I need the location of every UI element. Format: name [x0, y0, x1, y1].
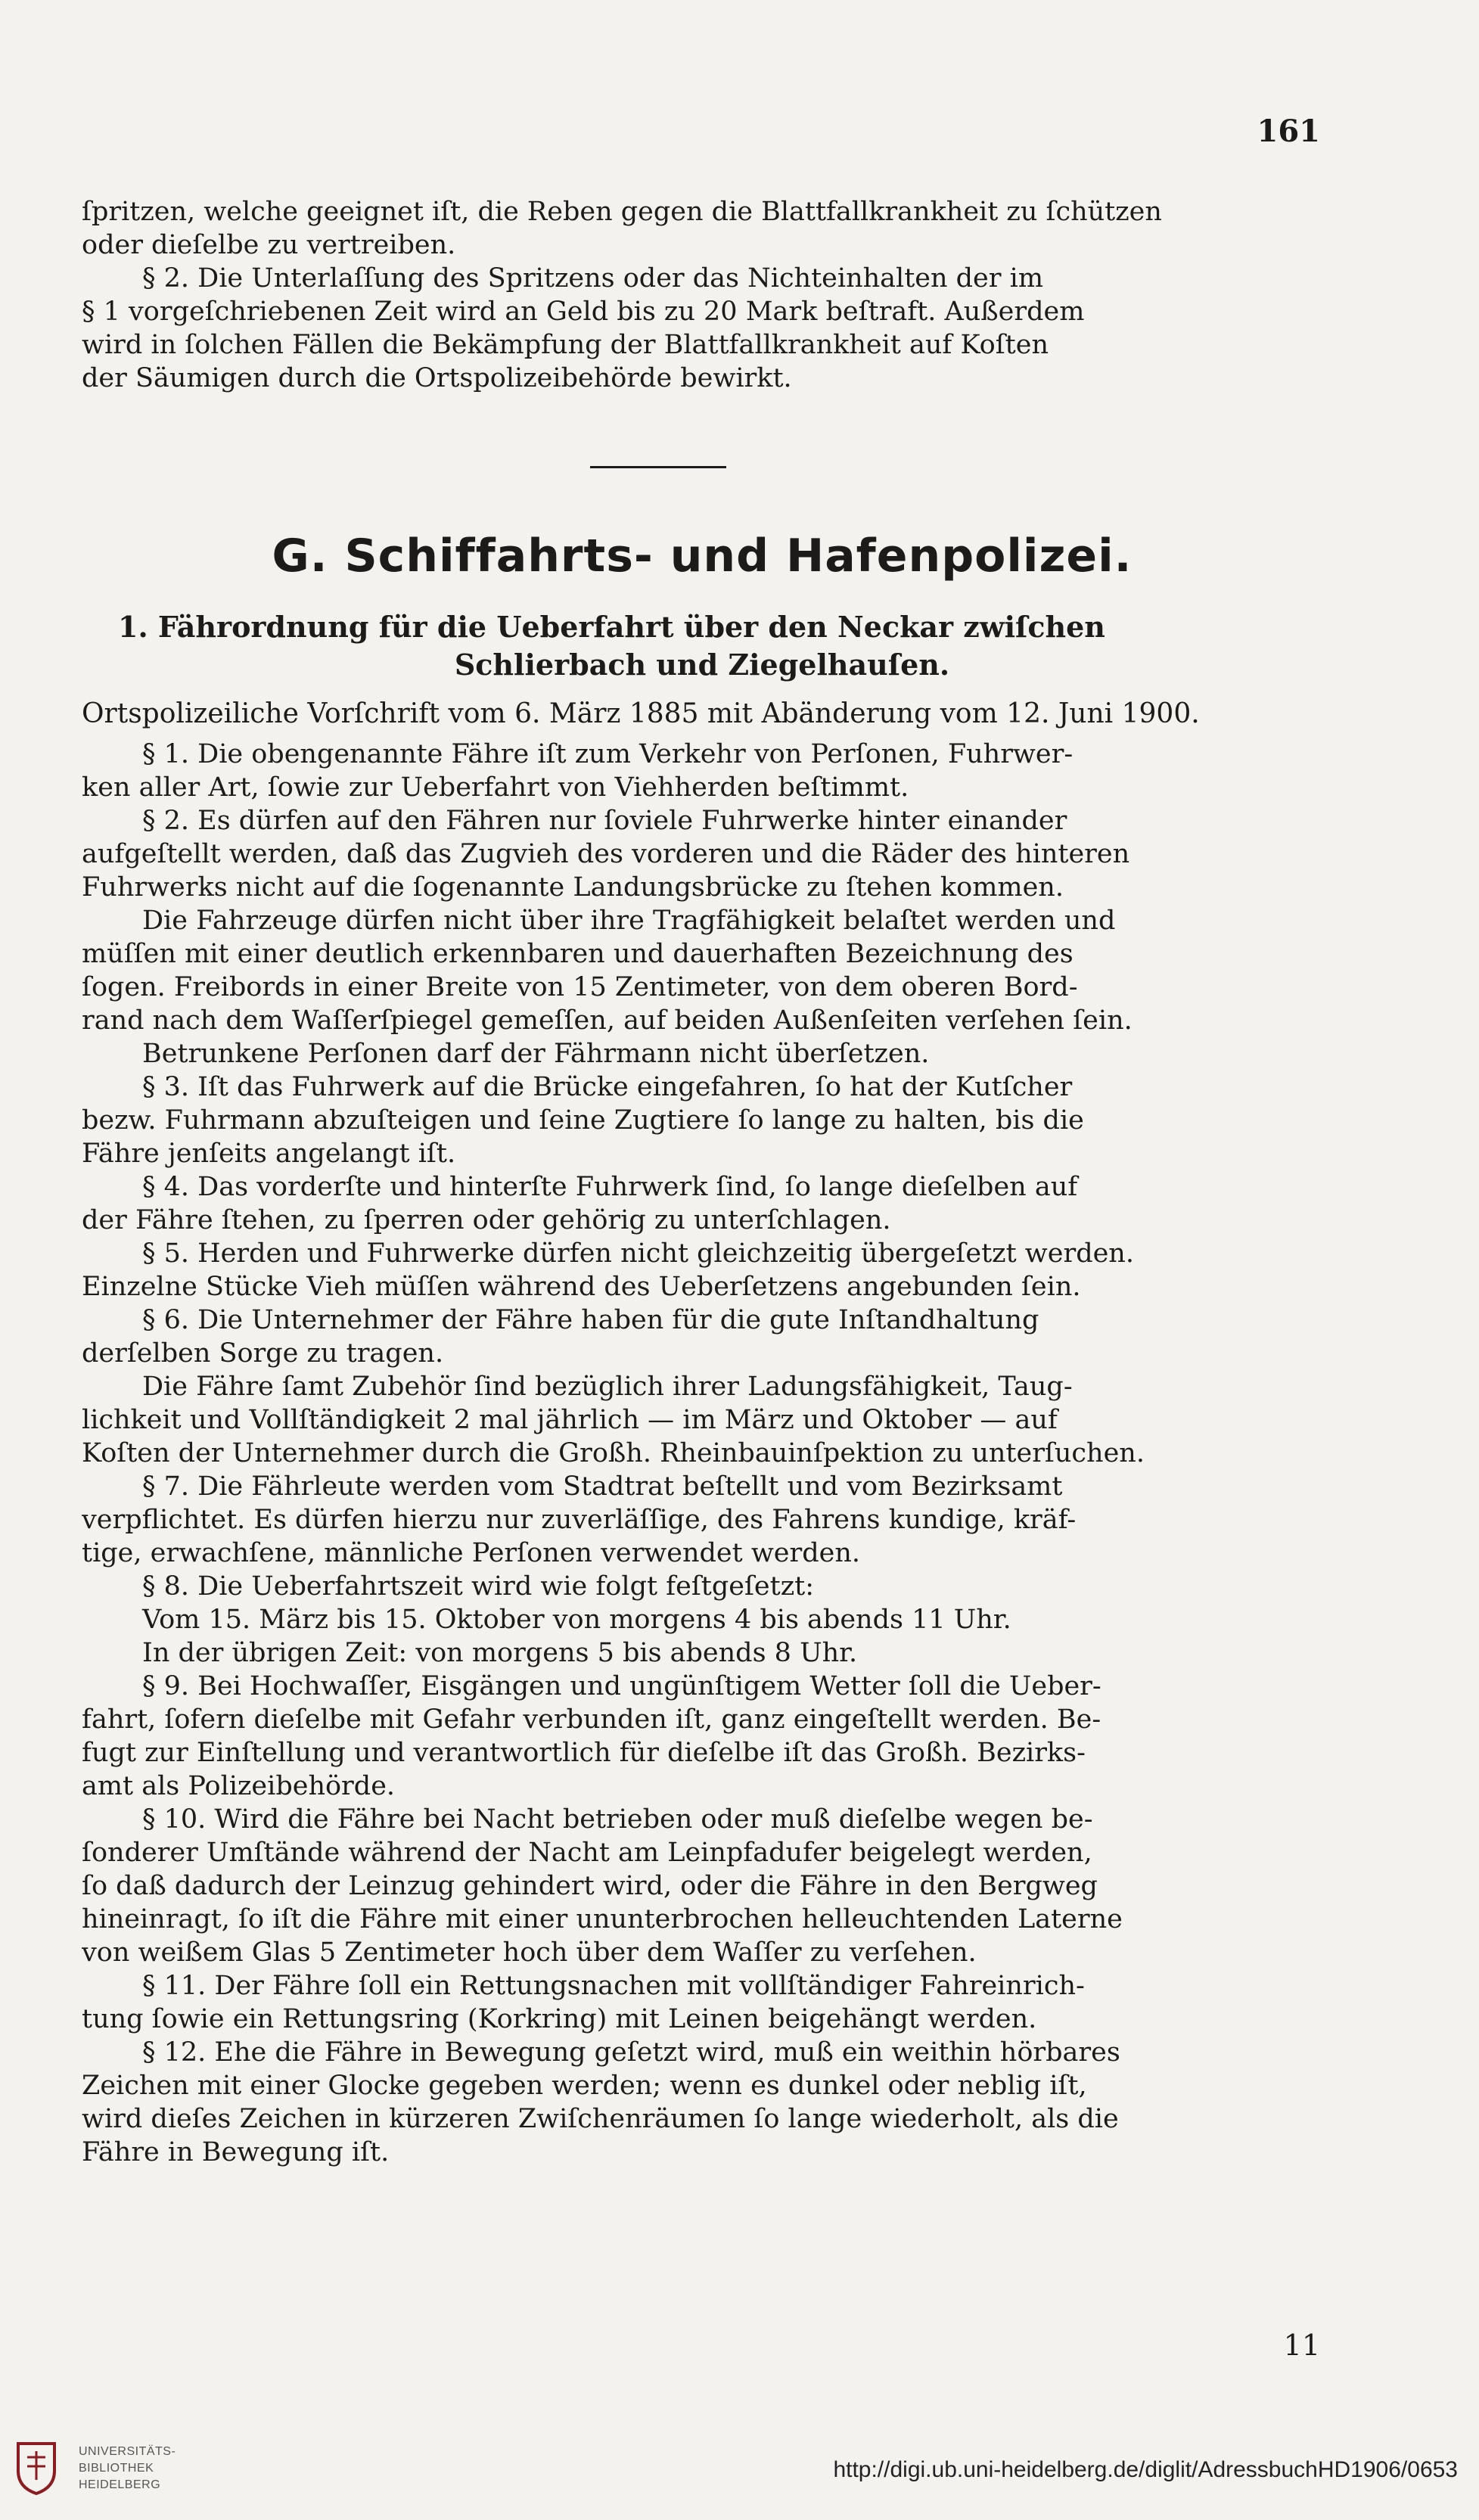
text-line: Fähre jenſeits angelangt iſt.: [82, 1139, 456, 1169]
text-line: ken aller Art, ſowie zur Ueberfahrt von Viehherden beſtimmt.: [82, 772, 909, 803]
ordinance-title-line-1: 1. Fährordnung für die Ueberfahrt über den Neckar zwiſchen: [118, 610, 1105, 644]
text-line: müſſen mit einer deutlich erkennbaren und dauerhaften Bezeichnung des: [82, 939, 1074, 969]
text-line: § 2. Es dürfen auf den Fähren nur ſoviele Fuhrwerke hinter einander: [142, 806, 1067, 836]
text-line: tung ſowie ein Rettungsring (Korkring) mit Leinen beigehängt werden.: [82, 2004, 1037, 2034]
text-line: § 10. Wird die Fähre bei Nacht betrieben oder muß dieſelbe wegen be-: [142, 1804, 1093, 1835]
text-line: § 1 vorgeſchriebenen Zeit wird an Geld bis zu 20 Mark beſtraft. Außerdem: [82, 297, 1085, 327]
text-line: Zeichen mit einer Glocke gegeben werden; wenn es dunkel oder neblig iſt,: [82, 2071, 1087, 2101]
text-line: Fuhrwerks nicht auf die ſogenannte Landungsbrücke zu ſtehen kommen.: [82, 872, 1064, 903]
text-line: § 4. Das vorderſte und hinterſte Fuhrwerk ſind, ſo lange dieſelben auf: [142, 1172, 1078, 1202]
text-line: der Säumigen durch die Ortspolizeibehörde bewirkt.: [82, 363, 792, 393]
section-heading: G. Schiffahrts- und Hafenpolizei.: [272, 530, 1133, 583]
text-line: § 9. Bei Hochwaſſer, Eisgängen und ungünſtigem Wetter ſoll die Ueber-: [142, 1671, 1101, 1701]
text-line: § 2. Die Unterlaſſung des Spritzens oder das Nichteinhalten der im: [142, 263, 1044, 294]
text-line: rand nach dem Waſſerſpiegel gemeſſen, auf beiden Außenſeiten verſehen ſein.: [82, 1005, 1133, 1036]
text-line: ſonderer Umſtände während der Nacht am Leinpfadufer beigelegt werden,: [82, 1838, 1092, 1868]
text-line: § 1. Die obengenannte Fähre iſt zum Verkehr von Perſonen, Fuhrwer-: [142, 739, 1074, 769]
text-line: oder dieſelbe zu vertreiben.: [82, 230, 456, 260]
page-number: 161: [1257, 113, 1320, 149]
text-line: ſogen. Freibords in einer Breite von 15 Zentimeter, von dem oberen Bord-: [82, 972, 1078, 1002]
text-line: § 6. Die Unternehmer der Fähre haben für die gute Inſtandhaltung: [142, 1305, 1039, 1335]
text-line: § 7. Die Fährleute werden vom Stadtrat beſtellt und vom Bezirksamt: [142, 1471, 1063, 1502]
text-line: § 5. Herden und Fuhrwerke dürfen nicht gleichzeitig übergeſetzt werden.: [142, 1238, 1134, 1269]
footer-page-number: 11: [1283, 2329, 1320, 2362]
text-line: Die Fahrzeuge dürfen nicht über ihre Tragfähigkeit belaſtet werden und: [142, 906, 1116, 936]
text-line: amt als Polizeibehörde.: [82, 1771, 396, 1801]
text-line: Koſten der Unternehmer durch die Großh. Rheinbauinſpektion zu unterſuchen.: [82, 1438, 1145, 1468]
text-line: wird in ſolchen Fällen die Bekämpfung der Blattfallkrankheit auf Koſten: [82, 330, 1049, 360]
intro-paragraphs: [82, 195, 1322, 395]
text-line: Vom 15. März bis 15. Oktober von morgens 4 bis abends 11 Uhr.: [142, 1605, 1011, 1635]
text-line: § 3. Iſt das Fuhrwerk auf die Brücke eingefahren, ſo hat der Kutſcher: [142, 1072, 1073, 1102]
text-line: § 11. Der Fähre ſoll ein Rettungsnachen mit vollſtändiger Fahreinrich-: [142, 1971, 1085, 2001]
ordinance-title-line-2: Schlierbach und Ziegelhauſen.: [454, 648, 950, 682]
text-line: Betrunkene Perſonen darf der Fährmann nicht überſetzen.: [142, 1039, 930, 1069]
text-line: von weißem Glas 5 Zentimeter hoch über dem Waſſer zu verſehen.: [82, 1937, 977, 1968]
text-line: hineinragt, ſo iſt die Fähre mit einer ununterbrochen helleuchtenden Laterne: [82, 1904, 1123, 1934]
source-url-link[interactable]: http://digi.ub.uni-heidelberg.de/diglit/AdressbuchHD1906/0653: [833, 2457, 1458, 2482]
text-line: Fähre in Bewegung iſt.: [82, 2137, 390, 2167]
text-line: fugt zur Einſtellung und verantwortlich für dieſelbe iſt das Großh. Bezirks-: [82, 1738, 1086, 1768]
section-divider: [590, 466, 726, 468]
text-line: aufgeſtellt werden, daß das Zugvieh des vorderen und die Räder des hinteren: [82, 839, 1130, 869]
text-line: lichkeit und Vollſtändigkeit 2 mal jährlich — im März und Oktober — auf: [82, 1405, 1058, 1435]
text-line: § 12. Ehe die Fähre in Bewegung geſetzt wird, muß ein weithin hörbares: [142, 2037, 1120, 2068]
text-line: verpflichtet. Es dürfen hierzu nur zuverläſſige, des Fahrens kundige, kräf-: [82, 1505, 1077, 1535]
text-line: Einzelne Stücke Vieh müſſen während des Ueberſetzens angebunden ſein.: [82, 1272, 1081, 1302]
text-line: bezw. Fuhrmann abzuſteigen und ſeine Zugtiere ſo lange zu halten, bis die: [82, 1105, 1084, 1136]
text-line: fahrt, ſofern dieſelbe mit Gefahr verbunden iſt, ganz eingeſtellt werden. Be-: [82, 1704, 1101, 1735]
text-line: derſelben Sorge zu tragen.: [82, 1338, 444, 1369]
ordinance-body: [82, 738, 1322, 2169]
university-seal-icon: [12, 2441, 61, 2495]
ordinance-dateline: Ortspolizeiliche Vorſchrift vom 6. März 1885 mit Abänderung vom 12. Juni 1900.: [82, 698, 1200, 729]
library-logo-text: [79, 2444, 176, 2494]
text-line: In der übrigen Zeit: von morgens 5 bis abends 8 Uhr.: [142, 1638, 858, 1668]
text-line: wird dieſes Zeichen in kürzeren Zwiſchenräumen ſo lange wiederholt, als die: [82, 2104, 1119, 2134]
digitization-footer: [0, 2410, 1479, 2520]
library-logo-line-1: UNIVERSITÄTS-: [79, 2445, 176, 2458]
text-line: ſpritzen, welche geeignet iſt, die Reben gegen die Blattfallkrankheit zu ſchützen: [82, 197, 1162, 227]
text-line: § 8. Die Ueberfahrtszeit wird wie folgt feſtgeſetzt:: [142, 1571, 815, 1602]
library-logo-line-2: BIBLIOTHEK: [79, 2462, 154, 2475]
text-line: der Fähre ſtehen, zu ſperren oder gehörig zu unterſchlagen.: [82, 1205, 891, 1235]
text-line: ſo daß dadurch der Leinzug gehindert wird, oder die Fähre in den Bergweg: [82, 1871, 1098, 1901]
text-line: Die Fähre ſamt Zubehör ſind bezüglich ihrer Ladungsfähigkeit, Taug-: [142, 1372, 1073, 1402]
library-logo-line-3: HEIDELBERG: [79, 2478, 161, 2491]
text-line: tige, erwachſene, männliche Perſonen verwendet werden.: [82, 1538, 861, 1568]
